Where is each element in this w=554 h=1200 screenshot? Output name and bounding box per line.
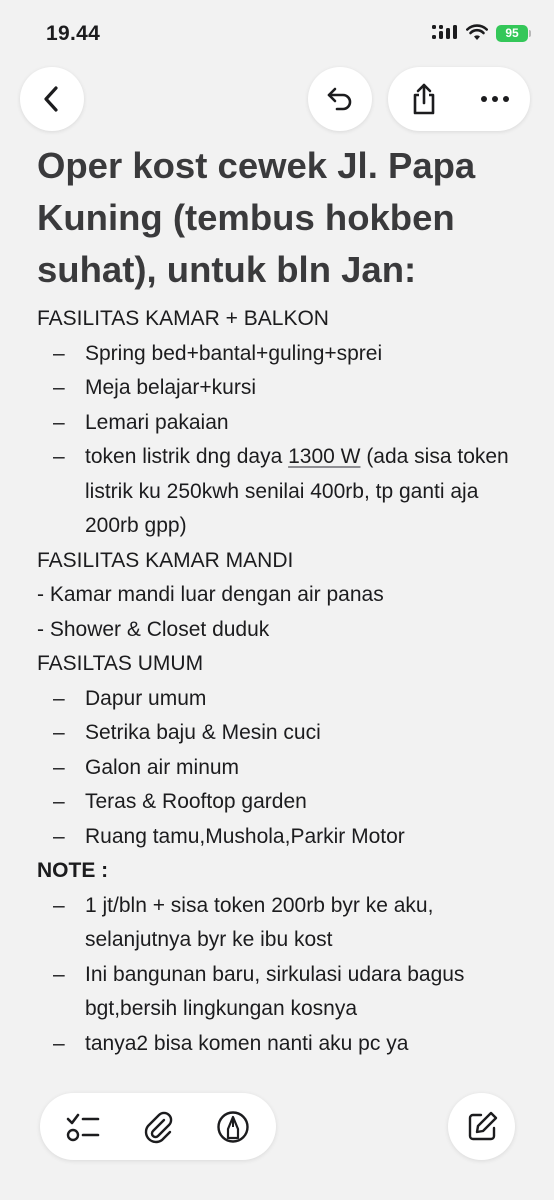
dash-marker: – bbox=[53, 686, 65, 710]
dash-marker: – bbox=[53, 376, 65, 399]
wifi-icon bbox=[466, 24, 488, 42]
list-item-text: Spring bed+bantal+guling+sprei bbox=[85, 341, 383, 365]
chevron-left-icon bbox=[41, 84, 63, 114]
section-heading-note: NOTE : bbox=[37, 859, 109, 882]
share-more-group bbox=[388, 67, 530, 131]
token-power-link[interactable]: 1300 W bbox=[288, 445, 361, 468]
list-item-text: Ini bangunan baru, sirkulasi udara bagus bgt,bersih lingkungan kosnya bbox=[85, 962, 465, 1020]
list-item bbox=[37, 682, 537, 717]
dash-marker: – bbox=[53, 445, 65, 468]
dash-marker: – bbox=[53, 410, 65, 434]
list-item-text: tanya2 bisa komen nanti aku pc ya bbox=[85, 1031, 409, 1055]
list-item-text: 1 jt/bln + sisa token 200rb byr ke aku, selanjutnya byr ke ibu kost bbox=[85, 893, 434, 951]
dash-marker: – bbox=[53, 824, 65, 848]
paperclip-icon bbox=[143, 1110, 173, 1144]
list-item-text: Meja belajar+kursi bbox=[85, 376, 256, 399]
status-bar bbox=[0, 0, 554, 70]
dash-marker: – bbox=[53, 893, 65, 917]
dash-marker: – bbox=[53, 1031, 65, 1055]
ellipsis-icon bbox=[480, 95, 510, 103]
more-button[interactable] bbox=[467, 71, 523, 127]
cellular-signal-icon bbox=[432, 25, 458, 41]
dash-marker: – bbox=[53, 755, 65, 779]
back-button[interactable] bbox=[20, 67, 84, 131]
status-icons bbox=[432, 24, 528, 42]
battery-level: 95 bbox=[505, 26, 519, 40]
list-item bbox=[37, 1027, 537, 1062]
list-item bbox=[37, 406, 537, 441]
markup-button[interactable] bbox=[205, 1099, 261, 1155]
list-item-token bbox=[37, 440, 537, 544]
list-line: - Kamar mandi luar dengan air panas bbox=[37, 583, 384, 606]
dash-marker: – bbox=[53, 341, 65, 365]
compose-icon bbox=[465, 1110, 499, 1144]
compose-button[interactable] bbox=[448, 1093, 515, 1160]
token-text-pre: token listrik dng daya bbox=[85, 445, 289, 468]
list-item bbox=[37, 958, 537, 1027]
list-item-text: Lemari pakaian bbox=[85, 410, 229, 434]
note-body[interactable] bbox=[37, 302, 537, 1061]
battery-indicator bbox=[496, 25, 528, 42]
share-button[interactable] bbox=[396, 71, 452, 127]
list-item bbox=[37, 371, 537, 406]
list-item bbox=[37, 751, 537, 786]
dash-marker: – bbox=[53, 962, 65, 986]
list-item bbox=[37, 820, 537, 855]
list-item-text: Galon air minum bbox=[85, 755, 240, 779]
status-time: 19.44 bbox=[46, 22, 101, 45]
undo-icon bbox=[325, 85, 355, 113]
list-item-text bbox=[85, 440, 537, 544]
checklist-button[interactable] bbox=[55, 1099, 111, 1155]
list-item-text: Teras & Rooftop garden bbox=[85, 790, 307, 813]
list-item bbox=[37, 337, 537, 372]
share-icon bbox=[410, 82, 438, 116]
list-item bbox=[37, 716, 537, 751]
list-item-text: Setrika baju & Mesin cuci bbox=[85, 721, 321, 744]
list-item bbox=[37, 889, 537, 958]
pen-markup-icon bbox=[216, 1110, 250, 1144]
section-heading-mandi: FASILITAS KAMAR MANDI bbox=[37, 548, 294, 572]
note-title: Oper kost cewek Jl. Papa Kuning (tembus hokben suhat), untuk bln Jan: bbox=[37, 145, 476, 290]
undo-button[interactable] bbox=[308, 67, 372, 131]
attach-button[interactable] bbox=[130, 1099, 186, 1155]
dash-marker: – bbox=[53, 721, 65, 744]
checklist-icon bbox=[65, 1111, 101, 1143]
list-item-text: Dapur umum bbox=[85, 686, 207, 710]
list-item-text: Ruang tamu,Mushola,Parkir Motor bbox=[85, 824, 405, 848]
list-line: - Shower & Closet duduk bbox=[37, 617, 270, 641]
bottom-toolbar bbox=[40, 1093, 276, 1160]
section-heading-umum: FASILTAS UMUM bbox=[37, 652, 204, 675]
section-heading-kamar: FASILITAS KAMAR + BALKON bbox=[37, 307, 329, 330]
dash-marker: – bbox=[53, 790, 65, 813]
token-text-post: (ada sisa token listrik ku 250kwh senilai 400rb, tp ganti aja 200rb gpp) bbox=[85, 445, 509, 537]
list-item bbox=[37, 785, 537, 820]
